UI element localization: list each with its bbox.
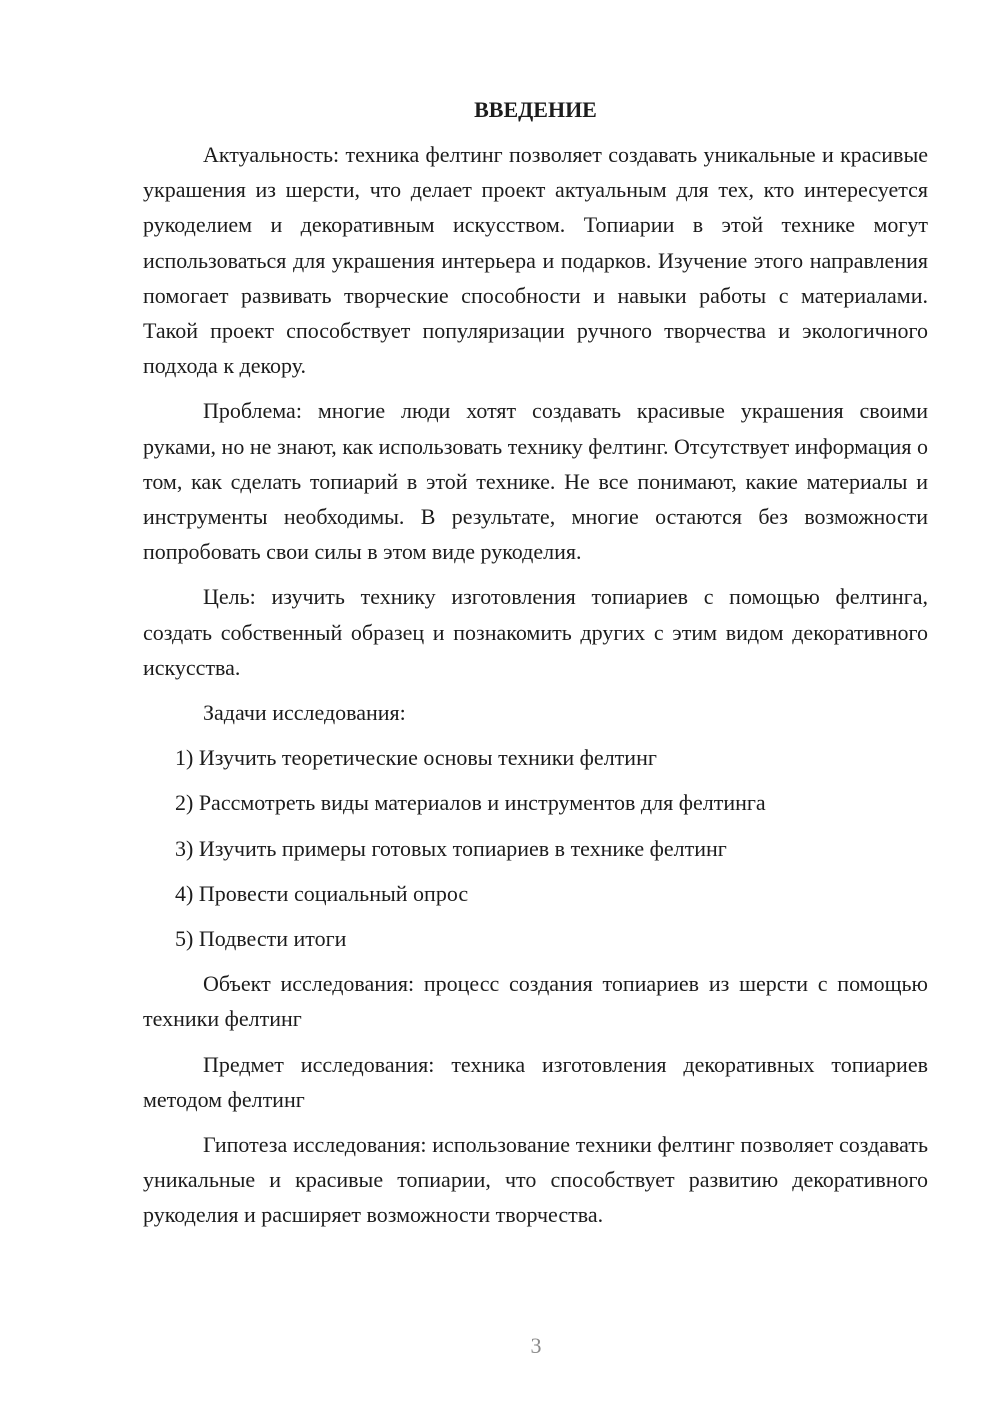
paragraph-goal: Цель: изучить технику изготовления топиариев с помощью фелтинга, создать собственный образец и познакомить других с этим видом декоративного искусства.	[143, 584, 928, 680]
task-item: 5) Подвести итоги	[175, 926, 347, 952]
task-item: 1) Изучить теоретические основы техники фелтинг	[175, 745, 657, 771]
paragraph-object: Объект исследования: процесс создания топиариев из шерсти с помощью техники фелтинг	[143, 971, 928, 1032]
paragraph-hypothesis: Гипотеза исследования: использование техники фелтинг позволяет создавать уникальные и красивые топиарии, что способствует развитию декоративного рукоделия и расширяет возможности творчества.	[143, 1132, 928, 1228]
section-heading: ВВЕДЕНИЕ	[474, 97, 597, 122]
paragraph-subject: Предмет исследования: техника изготовления декоративных топиариев методом фелтинг	[143, 1051, 928, 1112]
page-number: 3	[530, 1333, 542, 1358]
task-item: 4) Провести социальный опрос	[175, 880, 469, 906]
tasks-title: Задачи исследования:	[203, 700, 406, 726]
page-content	[143, 92, 928, 1243]
task-item: 2) Рассмотреть виды материалов и инструментов для фелтинга	[175, 790, 766, 816]
paragraph-problem: Проблема: многие люди хотят создавать красивые украшения своими руками, но не знают, как использовать технику фелтинг. Отсутствует информация о том, как сделать топиарий в этой технике. Не все понимают, какие материалы и инструменты необходимы. В результате, многие остаются без возможности попробовать свои силы в этом виде рукоделия.	[143, 398, 928, 565]
paragraph-actuality: Актуальность: техника фелтинг позволяет создавать уникальные и красивые украшения из шерсти, что делает проект актуальным для тех, кто интересуется рукоделием и декоративным искусством. Топиарии в этой технике могут использоваться для украшения интерьера и подарков. Изучение этого направления помогает развивать творческие способности и навыки работы с материалами. Такой проект способствует популяризации ручного творчества и экологичного подхода к декору.	[143, 142, 928, 379]
tasks-list	[143, 740, 928, 956]
task-item: 3) Изучить примеры готовых топиариев в технике фелтинг	[175, 835, 727, 861]
